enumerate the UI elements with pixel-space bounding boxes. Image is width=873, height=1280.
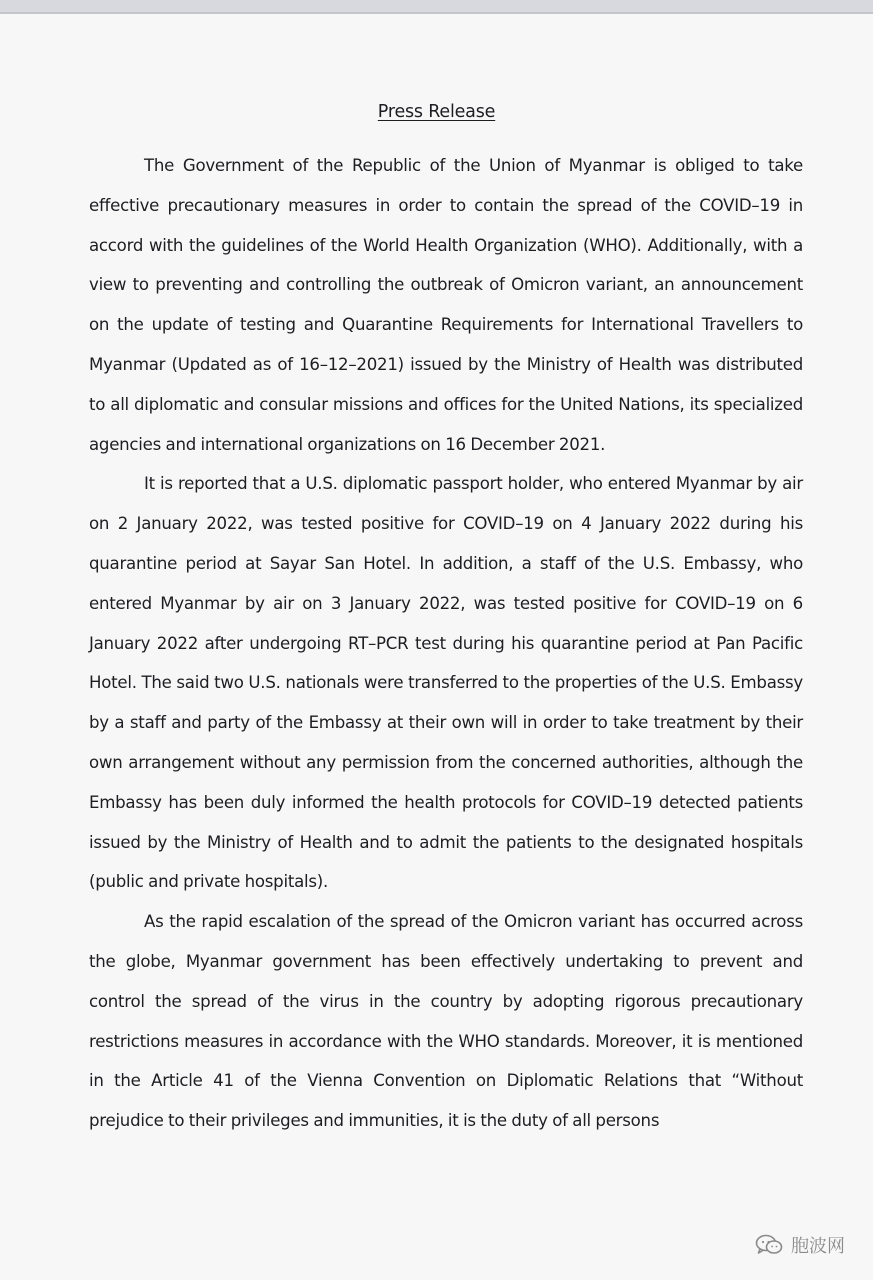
page-title: Press Release <box>377 102 496 122</box>
paragraph-1: The Government of the Republic of the Union of Myanmar is obliged to take effective precautionary measures in order to contain the spread of the COVID–19 in accord with the guidelines of the World Health Organization (WHO). Additionally, with a view to preventing and controlling the outbreak of Omicron variant, an announcement on the update of testing and Quarantine Requirements for International Travellers to Myanmar (Updated as of 16–12–2021) issued by the Ministry of Health was distributed to all diplomatic and consular missions and offices for the United Nations, its specialized agencies and international organizations on 16 December 2021. <box>89 156 803 454</box>
paragraph-2: It is reported that a U.S. diplomatic passport holder, who entered Myanmar by air on 2 January 2022, was tested positive for COVID–19 on 4 January 2022 during his quarantine period at Sayar San Hotel. In addition, a staff of the U.S. Embassy, who entered Myanmar by air on 3 January 2022, was tested positive for COVID–19 on 6 January 2022 after undergoing RT–PCR test during his quarantine period at Pan Pacific Hotel. The said two U.S. nationals were transferred to the properties of the U.S. Embassy by a staff and party of the Embassy at their own will in order to take treatment by their own arrangement without any permission from the concerned authorities, although the Embassy has been duly informed the health protocols for COVID–19 detected patients issued by the Ministry of Health and to admit the patients to the designated hospitals (public and private hospitals). <box>89 474 803 892</box>
watermark <box>755 1232 845 1258</box>
paragraph-3: As the rapid escalation of the spread of the Omicron variant has occurred across the globe, Myanmar government has been effectively undertaking to prevent and control the spread of the virus in the country by adopting rigorous precautionary restrictions measures in accordance with the WHO standards. Moreover, it is mentioned in the Article 41 of the Vienna Convention on Diplomatic Relations that “Without prejudice to their privileges and immunities, it is the duty of all persons <box>89 912 803 1131</box>
document-page <box>0 14 873 1280</box>
wechat-icon <box>755 1234 783 1256</box>
top-edge-bar <box>0 0 873 14</box>
watermark-text: 胞波网 <box>791 1236 845 1257</box>
document-body <box>89 146 803 1141</box>
